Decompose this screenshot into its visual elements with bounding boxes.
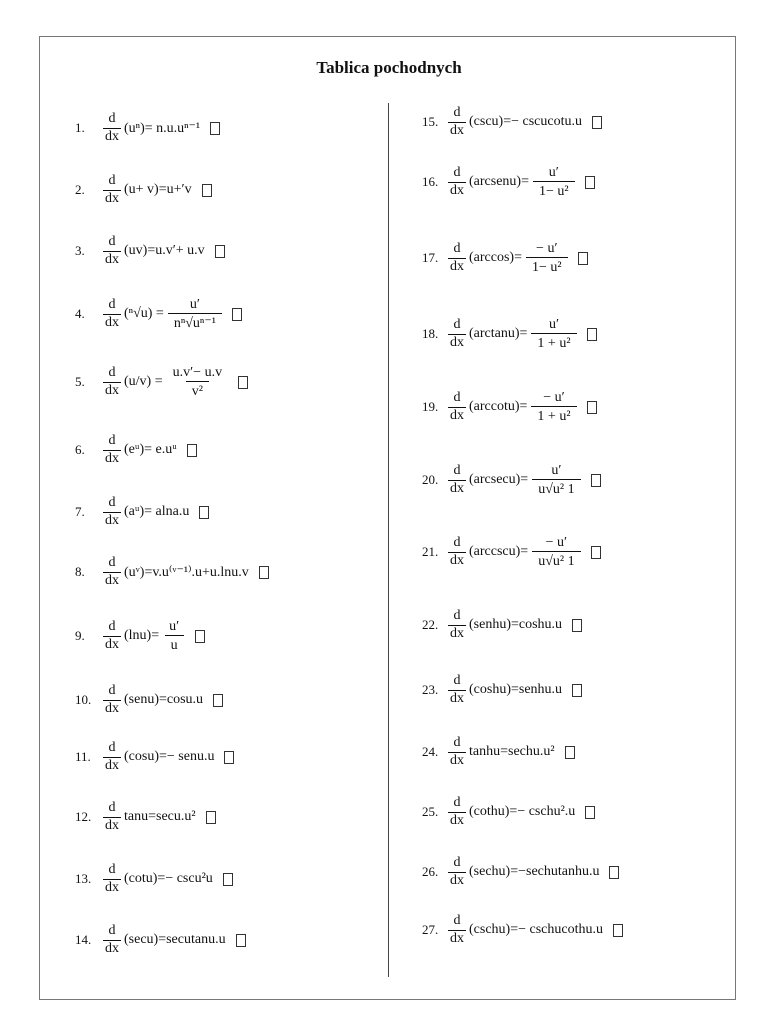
result-numerator: u′	[548, 316, 559, 332]
derivative-d: d	[108, 172, 116, 188]
result-numerator: − u′	[543, 389, 565, 405]
derivative-dx: dx	[105, 817, 119, 833]
missing-glyph-box	[238, 376, 248, 389]
page-title: Tablica pochodnych	[316, 58, 462, 77]
derivative-d: d	[108, 799, 116, 815]
formula-expression: (arcsenu)=	[469, 174, 529, 189]
formula-expression: tanu=secu.u²	[124, 809, 196, 824]
missing-glyph-box	[591, 546, 601, 559]
missing-glyph-box	[585, 806, 595, 819]
formula-number: 26.	[422, 864, 439, 879]
formula-expression: (arccotu)=	[469, 399, 528, 414]
formula-row	[75, 795, 216, 839]
derivative-operator	[103, 620, 121, 652]
derivative-dx: dx	[105, 128, 119, 144]
result-fraction	[163, 619, 185, 654]
formula-expression: (coshu)=senhu.u	[469, 682, 563, 697]
derivative-d: d	[108, 739, 116, 755]
result-numerator: u′	[169, 618, 180, 634]
derivative-operator	[103, 556, 121, 588]
formula-expression: (ⁿ√u) =	[124, 306, 164, 321]
derivative-operator	[448, 856, 466, 888]
derivative-dx: dx	[105, 636, 119, 652]
formula-expression: (lnu)=	[124, 628, 160, 643]
result-denominator: u	[165, 635, 184, 653]
formula-expression: (sechu)=−sechutanhu.u	[469, 864, 600, 879]
formula-expression: (arccos)=	[469, 250, 522, 265]
missing-glyph-box	[187, 444, 197, 457]
derivative-dx: dx	[450, 872, 464, 888]
result-numerator: − u′	[545, 534, 568, 550]
derivative-operator	[103, 298, 121, 330]
derivative-d: d	[453, 734, 461, 750]
formula-number: 20.	[422, 472, 439, 487]
formula-row	[422, 458, 601, 502]
derivative-operator	[448, 536, 466, 568]
result-denominator: 1− u²	[526, 257, 568, 275]
derivative-operator	[103, 801, 121, 833]
derivative-dx: dx	[450, 407, 464, 423]
formula-expression: (cosu)=− senu.u	[124, 749, 215, 764]
result-fraction	[167, 365, 228, 400]
formula-row	[75, 857, 233, 901]
derivative-dx: dx	[450, 122, 464, 138]
missing-glyph-box	[572, 619, 582, 632]
formula-row	[75, 229, 225, 273]
derivative-operator	[448, 318, 466, 350]
formula-expression: (arcsecu)=	[469, 472, 529, 487]
formula-number: 22.	[422, 617, 439, 632]
formula-row	[422, 236, 588, 280]
formula-number: 18.	[422, 326, 439, 341]
formula-number: 12.	[75, 809, 92, 824]
formula-row	[422, 603, 582, 647]
formula-expression: (arctanu)=	[469, 326, 528, 341]
derivative-d: d	[108, 364, 116, 380]
derivative-dx: dx	[450, 334, 464, 350]
result-denominator: nⁿ√uⁿ⁻¹	[168, 313, 222, 331]
formula-number: 3.	[75, 243, 85, 258]
missing-glyph-box	[609, 866, 619, 879]
missing-glyph-box	[236, 934, 246, 947]
formula-number: 11.	[75, 749, 91, 764]
formula-row	[75, 428, 197, 472]
derivative-dx: dx	[450, 690, 464, 706]
formula-number: 5.	[75, 374, 85, 389]
formula-row	[422, 730, 575, 774]
result-denominator: 1 + u²	[531, 406, 576, 424]
derivative-operator	[103, 434, 121, 466]
formula-expression: (uᵛ)=v.u⁽ᵛ⁻¹⁾.u+u.lnu.v	[124, 564, 249, 580]
formula-expression: (senu)=cosu.u	[124, 692, 204, 707]
formula-number: 19.	[422, 399, 439, 414]
result-numerator: − u′	[536, 240, 558, 256]
formula-row	[75, 678, 223, 722]
missing-glyph-box	[199, 506, 209, 519]
formula-number: 10.	[75, 692, 92, 707]
derivative-dx: dx	[105, 572, 119, 588]
derivative-d: d	[108, 682, 116, 698]
derivative-operator	[448, 166, 466, 198]
formula-number: 9.	[75, 628, 85, 643]
formula-row	[422, 908, 623, 952]
result-denominator: 1 + u²	[531, 333, 576, 351]
missing-glyph-box	[232, 308, 242, 321]
missing-glyph-box	[259, 566, 269, 579]
formula-number: 7.	[75, 504, 85, 519]
missing-glyph-box	[587, 401, 597, 414]
formula-row	[422, 160, 595, 204]
derivative-operator	[103, 741, 121, 773]
derivative-operator	[448, 464, 466, 496]
result-fraction	[532, 463, 580, 498]
derivative-dx: dx	[105, 700, 119, 716]
derivative-operator	[448, 914, 466, 946]
formula-row	[75, 106, 220, 150]
missing-glyph-box	[578, 252, 588, 265]
formula-row	[422, 850, 619, 894]
formula-expression: (uv)=u.v′+ u.v	[124, 243, 205, 258]
formula-number: 17.	[422, 250, 439, 265]
derivative-dx: dx	[105, 314, 119, 330]
derivative-operator	[103, 684, 121, 716]
derivative-operator	[103, 112, 121, 144]
derivative-operator	[448, 674, 466, 706]
formula-row	[75, 735, 234, 779]
formula-row	[422, 530, 601, 574]
derivative-dx: dx	[450, 625, 464, 641]
formula-expression: (aᵘ)= alna.u	[124, 504, 190, 519]
formula-expression: (eᵘ)= e.uᵘ	[124, 442, 177, 457]
derivative-d: d	[453, 534, 461, 550]
result-fraction	[531, 317, 576, 352]
derivative-d: d	[108, 554, 116, 570]
missing-glyph-box	[572, 684, 582, 697]
formula-number: 4.	[75, 306, 85, 321]
result-fraction	[168, 297, 222, 332]
missing-glyph-box	[206, 811, 216, 824]
formula-number: 25.	[422, 804, 439, 819]
derivative-operator	[448, 242, 466, 274]
result-fraction	[532, 535, 580, 570]
result-numerator: u′	[551, 462, 562, 478]
formula-expression: (uⁿ)= n.u.uⁿ⁻¹	[124, 120, 201, 136]
derivative-d: d	[453, 462, 461, 478]
derivative-dx: dx	[105, 940, 119, 956]
derivative-d: d	[453, 854, 461, 870]
derivative-d: d	[108, 618, 116, 634]
formula-expression: (u/v) =	[124, 374, 163, 389]
formula-number: 15.	[422, 114, 439, 129]
formula-number: 13.	[75, 871, 92, 886]
missing-glyph-box	[585, 176, 595, 189]
formula-number: 16.	[422, 174, 439, 189]
missing-glyph-box	[592, 116, 602, 129]
formula-number: 14.	[75, 932, 92, 947]
derivative-d: d	[108, 110, 116, 126]
formula-number: 1.	[75, 120, 85, 135]
derivative-operator	[103, 924, 121, 956]
formula-row	[422, 385, 597, 429]
derivative-d: d	[453, 164, 461, 180]
missing-glyph-box	[210, 122, 220, 135]
result-denominator: v²	[186, 381, 209, 399]
formula-row	[75, 360, 248, 404]
derivative-operator	[103, 496, 121, 528]
derivative-d: d	[453, 607, 461, 623]
formula-row	[75, 490, 209, 534]
derivative-dx: dx	[105, 512, 119, 528]
derivative-operator	[103, 863, 121, 895]
formula-row	[75, 614, 205, 658]
column-divider	[388, 103, 389, 977]
derivative-dx: dx	[105, 757, 119, 773]
result-fraction	[531, 390, 576, 425]
formula-expression: (secu)=secutanu.u	[124, 932, 226, 947]
missing-glyph-box	[587, 328, 597, 341]
derivative-d: d	[453, 672, 461, 688]
derivative-d: d	[453, 912, 461, 928]
derivative-d: d	[108, 296, 116, 312]
derivative-dx: dx	[450, 480, 464, 496]
formula-row	[422, 100, 602, 144]
formula-row	[422, 790, 595, 834]
formula-row	[422, 312, 597, 356]
derivative-operator	[103, 366, 121, 398]
derivative-dx: dx	[105, 251, 119, 267]
derivative-d: d	[108, 432, 116, 448]
result-denominator: 1− u²	[533, 181, 575, 199]
derivative-dx: dx	[450, 552, 464, 568]
derivative-d: d	[108, 494, 116, 510]
formula-number: 21.	[422, 544, 439, 559]
result-denominator: u√u² 1	[532, 479, 580, 497]
formula-expression: (cschu)=− cschucothu.u	[469, 922, 603, 937]
derivative-dx: dx	[450, 812, 464, 828]
formula-row	[75, 168, 212, 212]
result-numerator: u′	[189, 296, 200, 312]
missing-glyph-box	[215, 245, 225, 258]
derivative-d: d	[453, 794, 461, 810]
result-denominator: u√u² 1	[532, 551, 580, 569]
derivative-d: d	[108, 861, 116, 877]
formula-row	[75, 918, 246, 962]
formula-expression: (senhu)=coshu.u	[469, 617, 563, 632]
derivative-dx: dx	[450, 752, 464, 768]
formula-number: 8.	[75, 564, 85, 579]
derivative-operator	[103, 235, 121, 267]
derivative-operator	[448, 391, 466, 423]
missing-glyph-box	[195, 630, 205, 643]
derivative-d: d	[453, 389, 461, 405]
derivative-d: d	[108, 922, 116, 938]
derivative-d: d	[453, 316, 461, 332]
result-fraction	[526, 241, 568, 276]
derivative-dx: dx	[105, 879, 119, 895]
derivative-operator	[448, 609, 466, 641]
formula-expression: (arccscu)=	[469, 544, 529, 559]
derivative-dx: dx	[450, 930, 464, 946]
formula-expression: (cothu)=− cschu².u	[469, 804, 576, 819]
formula-number: 24.	[422, 744, 439, 759]
derivative-operator	[448, 796, 466, 828]
derivative-operator	[103, 174, 121, 206]
derivative-dx: dx	[450, 182, 464, 198]
derivative-operator	[448, 106, 466, 138]
derivative-dx: dx	[105, 190, 119, 206]
formula-expression: (cotu)=− cscu²u	[124, 871, 213, 886]
formula-number: 2.	[75, 182, 85, 197]
formula-expression: (cscu)=− cscucotu.u	[469, 114, 582, 129]
formula-row	[422, 668, 582, 712]
formula-row	[75, 550, 269, 594]
formula-number: 23.	[422, 682, 439, 697]
formula-row	[75, 292, 242, 336]
derivative-operator	[448, 736, 466, 768]
formula-number: 6.	[75, 442, 85, 457]
result-numerator: u.v′− u.v	[172, 364, 223, 380]
result-numerator: u′	[548, 164, 559, 180]
derivative-d: d	[108, 233, 116, 249]
missing-glyph-box	[565, 746, 575, 759]
missing-glyph-box	[213, 694, 223, 707]
missing-glyph-box	[613, 924, 623, 937]
derivative-d: d	[453, 104, 461, 120]
derivative-dx: dx	[105, 450, 119, 466]
missing-glyph-box	[224, 751, 234, 764]
derivative-dx: dx	[105, 382, 119, 398]
missing-glyph-box	[223, 873, 233, 886]
missing-glyph-box	[591, 474, 601, 487]
missing-glyph-box	[202, 184, 212, 197]
result-fraction	[533, 165, 575, 200]
formula-expression: (u+ v)=u+′v	[124, 182, 192, 197]
derivative-dx: dx	[450, 258, 464, 274]
formula-expression: tanhu=sechu.u²	[469, 744, 555, 759]
formula-number: 27.	[422, 922, 439, 937]
derivative-d: d	[453, 240, 461, 256]
